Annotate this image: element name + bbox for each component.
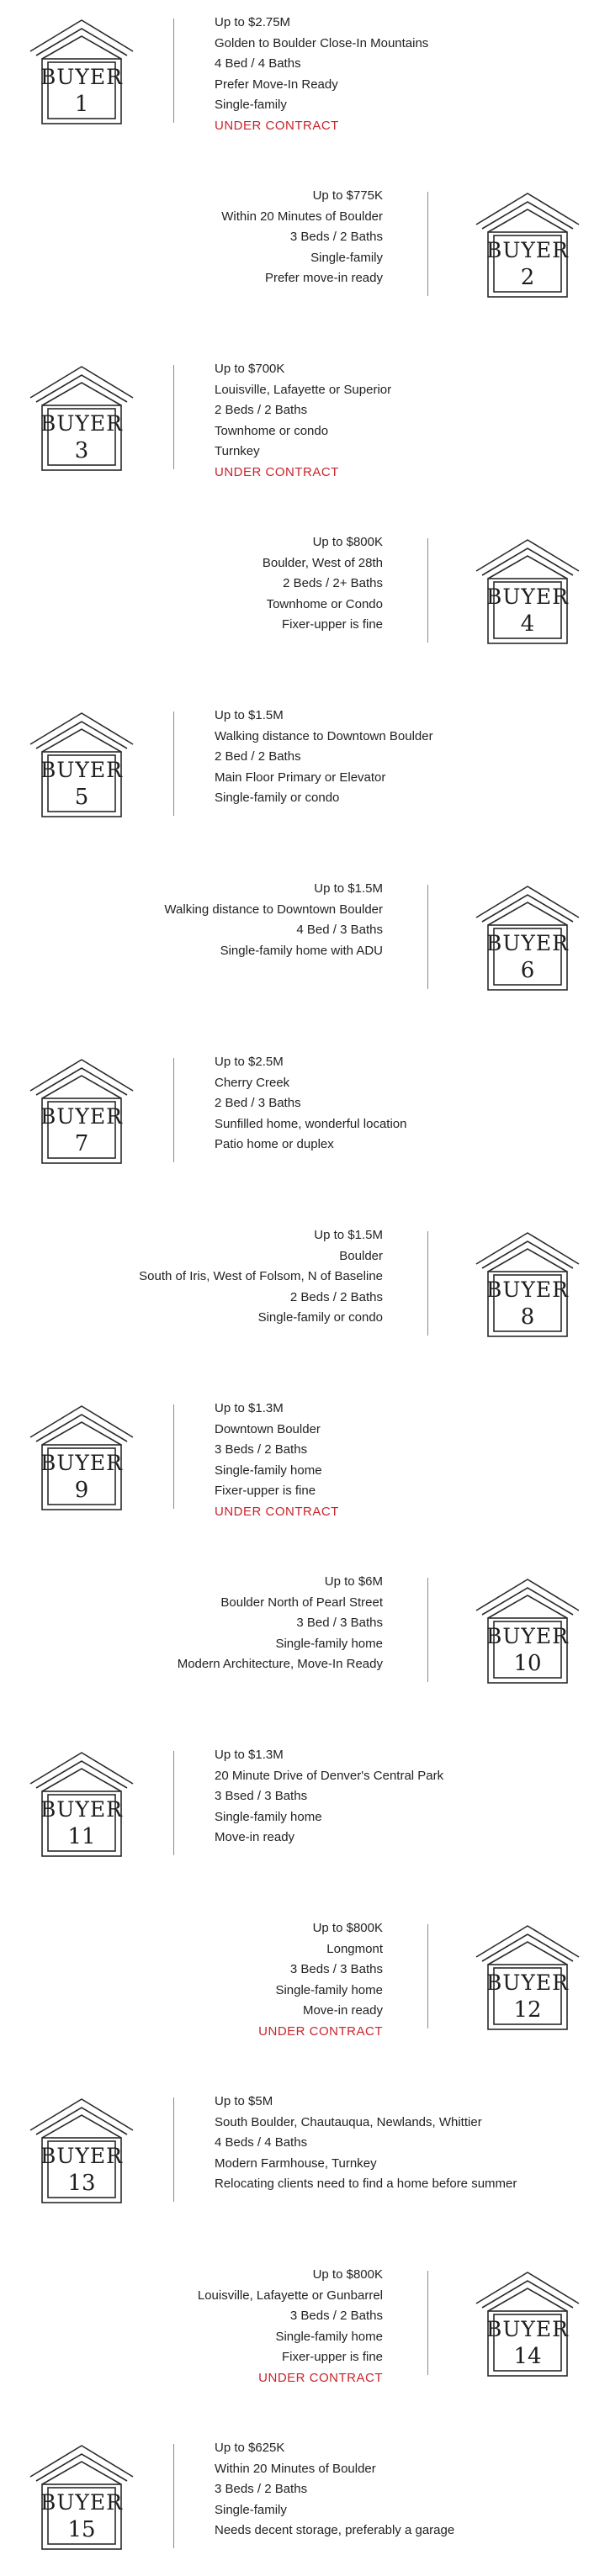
buyer-label: BUYER [485, 584, 570, 609]
divider [427, 885, 428, 989]
buyer-details [215, 359, 391, 484]
buyer-label: BUYER [40, 411, 124, 436]
buyer-label: BUYER [40, 2144, 124, 2168]
divider [427, 1231, 428, 1336]
divider [173, 19, 174, 123]
buyer-number: 5 [74, 785, 89, 810]
detail-line: Relocating clients need to find a home before summer [215, 2177, 517, 2192]
buyer-number: 12 [513, 1997, 542, 2023]
buyer-card [0, 181, 610, 324]
detail-line: Cherry Creek [215, 1075, 290, 1090]
divider [427, 1924, 428, 2029]
divider [427, 2271, 428, 2375]
buyer-number: 15 [67, 2517, 96, 2542]
buyer-number: 11 [67, 1824, 96, 1849]
status-badge: UNDER CONTRACT [258, 2370, 383, 2385]
detail-line: Single-family [310, 250, 383, 265]
detail-line: 3 Beds / 2 Baths [289, 230, 383, 245]
house-icon [473, 1230, 582, 1340]
detail-line: Sunfilled home, wonderful location [215, 1116, 407, 1131]
buyer-card [0, 2260, 610, 2403]
detail-line: 3 Beds / 3 Baths [289, 1962, 383, 1977]
detail-line: Longmont [326, 1941, 383, 1956]
house-icon [27, 18, 136, 127]
detail-line: Up to $1.5M [314, 1228, 383, 1242]
divider [173, 1751, 174, 1855]
status-badge: UNDER CONTRACT [215, 464, 339, 479]
detail-line: 4 Beds / 4 Baths [215, 2135, 308, 2150]
buyer-details [215, 2092, 517, 2195]
detail-line: South Boulder, Chautauqua, Newlands, Whittier [215, 2114, 482, 2129]
detail-line: 2 Bed / 2 Baths [215, 749, 301, 764]
buyer-label: BUYER [40, 1104, 124, 1129]
detail-line: Walking distance to Downtown Boulder [164, 902, 383, 917]
detail-line: Patio home or duplex [215, 1137, 334, 1152]
divider [173, 2097, 174, 2202]
buyer-details [221, 186, 383, 289]
buyer-number: 14 [513, 2344, 542, 2369]
detail-line: Single-family or condo [257, 1310, 383, 1325]
detail-line: Prefer Move-In Ready [215, 77, 338, 92]
buyer-label: BUYER [485, 931, 570, 955]
buyer-label: BUYER [40, 758, 124, 782]
house-icon [27, 1404, 136, 1513]
detail-line: Up to $6M [324, 1574, 383, 1589]
buyer-number: 2 [520, 265, 535, 290]
detail-line: 4 Bed / 4 Baths [215, 56, 301, 71]
detail-line: Golden to Boulder Close-In Mountains [215, 35, 429, 50]
buyer-label: BUYER [40, 1797, 124, 1822]
detail-line: Fixer-upper is fine [215, 1484, 316, 1499]
detail-line: Single-family home [215, 1463, 322, 1478]
detail-line: Main Floor Primary or Elevator [215, 770, 386, 785]
detail-line: 2 Beds / 2 Baths [215, 403, 308, 418]
buyer-number: 8 [520, 1304, 535, 1330]
buyer-details [215, 1399, 339, 1523]
buyer-card [0, 701, 610, 844]
divider [173, 365, 174, 469]
buyer-label: BUYER [40, 1451, 124, 1475]
detail-line: Up to $2.5M [215, 1055, 284, 1069]
detail-line: Move-in ready [215, 1830, 295, 1845]
detail-line: Boulder North of Pearl Street [220, 1595, 383, 1610]
buyer-number: 3 [74, 438, 89, 463]
detail-line: Single-family [215, 98, 287, 113]
buyer-details [178, 1572, 383, 1675]
detail-line: Up to $700K [215, 362, 285, 376]
buyer-card [0, 2087, 610, 2230]
buyer-label: BUYER [485, 2317, 570, 2341]
buyer-card [0, 354, 610, 497]
detail-line: Single-family home [275, 1982, 383, 1997]
detail-line: Boulder [339, 1248, 383, 1263]
house-icon [27, 1057, 136, 1166]
detail-line: 4 Bed / 3 Baths [296, 923, 383, 938]
buyer-card [0, 527, 610, 670]
detail-line: Louisville, Lafayette or Gunbarrel [197, 2288, 383, 2303]
detail-line: Downtown Boulder [215, 1421, 321, 1436]
house-icon [473, 537, 582, 647]
detail-line: Needs decent storage, preferably a garage [215, 2523, 455, 2538]
buyer-details [139, 1225, 383, 1329]
buyer-details [198, 2265, 383, 2389]
detail-line: Walking distance to Downtown Boulder [215, 728, 433, 743]
buyer-label: BUYER [485, 238, 570, 262]
buyer-details [263, 532, 383, 636]
buyer-number: 6 [520, 958, 535, 983]
buyer-card [0, 1913, 610, 2056]
detail-line: 3 Beds / 2 Baths [215, 2482, 308, 2497]
detail-line: Townhome or condo [215, 423, 329, 438]
house-icon [473, 1923, 582, 2033]
divider [427, 1578, 428, 1682]
detail-line: Fixer-upper is fine [281, 617, 383, 632]
divider [173, 711, 174, 816]
detail-line: Louisville, Lafayette or Superior [215, 382, 392, 397]
detail-line: Single-family home [215, 1809, 322, 1824]
buyer-details [215, 706, 433, 809]
buyer-card [0, 1567, 610, 1710]
detail-line: Townhome or Condo [266, 596, 383, 611]
detail-line: Boulder, West of 28th [262, 555, 383, 570]
detail-line: Move-in ready [302, 2003, 383, 2018]
detail-line: 2 Beds / 2+ Baths [283, 576, 383, 591]
buyer-card [0, 874, 610, 1017]
buyer-number: 7 [74, 1131, 89, 1156]
divider [173, 1058, 174, 1162]
buyer-label: BUYER [485, 1970, 570, 1995]
buyer-details [215, 1052, 406, 1156]
divider [173, 2444, 174, 2548]
detail-line: Modern Farmhouse, Turnkey [215, 2155, 377, 2171]
buyer-card [0, 1394, 610, 1537]
detail-line: South of Iris, West of Folsom, N of Baseline [139, 1269, 383, 1284]
buyer-label: BUYER [40, 65, 124, 89]
buyer-number: 4 [520, 611, 535, 637]
detail-line: Single-family or condo [215, 791, 340, 806]
buyer-details [215, 2438, 454, 2542]
detail-line: Single-family [215, 2502, 287, 2517]
buyer-number: 1 [74, 92, 89, 117]
buyer-label: BUYER [485, 1277, 570, 1302]
detail-line: Up to $5M [215, 2094, 273, 2108]
buyer-card [0, 8, 610, 151]
buyer-details [258, 1918, 383, 2043]
detail-line: Single-family home [275, 2329, 383, 2344]
detail-line: Up to $2.75M [215, 15, 291, 29]
detail-line: Single-family home with ADU [220, 943, 383, 958]
detail-line: Up to $1.3M [215, 1748, 284, 1762]
detail-line: Up to $800K [312, 2267, 383, 2282]
detail-line: Up to $1.3M [215, 1401, 284, 1415]
detail-line: Up to $800K [312, 1921, 383, 1935]
detail-line: Up to $800K [312, 535, 383, 549]
house-icon [27, 711, 136, 820]
divider [427, 538, 428, 643]
detail-line: 3 Bed / 3 Baths [296, 1616, 383, 1631]
buyer-label: BUYER [40, 2490, 124, 2515]
detail-line: 3 Bsed / 3 Baths [215, 1789, 308, 1804]
buyer-number: 10 [513, 1651, 542, 1676]
divider [173, 1404, 174, 1509]
house-icon [473, 884, 582, 993]
detail-line: Turnkey [215, 444, 260, 459]
house-icon [27, 364, 136, 473]
detail-line: Up to $775K [312, 188, 383, 203]
detail-line: 2 Bed / 3 Baths [215, 1096, 301, 1111]
detail-line: 3 Beds / 2 Baths [289, 2309, 383, 2324]
buyer-card [0, 1220, 610, 1363]
buyer-number: 13 [67, 2171, 96, 2196]
detail-line: Prefer move-in ready [264, 271, 383, 286]
buyer-label: BUYER [485, 1624, 570, 1648]
detail-line: Single-family home [275, 1636, 383, 1651]
house-icon [473, 1577, 582, 1686]
buyer-details [215, 13, 428, 137]
buyer-number: 9 [74, 1478, 89, 1503]
detail-line: Up to $625K [215, 2441, 285, 2455]
buyer-card [0, 1740, 610, 1883]
house-icon [473, 2270, 582, 2379]
detail-line: Up to $1.5M [215, 708, 284, 722]
buyer-details [164, 879, 383, 961]
detail-line: Within 20 Minutes of Boulder [221, 209, 383, 224]
divider [427, 192, 428, 296]
status-badge: UNDER CONTRACT [215, 118, 339, 133]
status-badge: UNDER CONTRACT [258, 2023, 383, 2039]
detail-line: Up to $1.5M [314, 881, 383, 896]
detail-line: Within 20 Minutes of Boulder [215, 2461, 376, 2476]
detail-line: Fixer-upper is fine [281, 2350, 383, 2365]
detail-line: 3 Beds / 2 Baths [215, 1442, 308, 1457]
buyer-details [215, 1745, 443, 1849]
detail-line: 20 Minute Drive of Denver's Central Park [215, 1768, 444, 1783]
detail-line: Modern Architecture, Move-In Ready [177, 1657, 383, 1672]
detail-line: 2 Beds / 2 Baths [289, 1289, 383, 1304]
house-icon [27, 1750, 136, 1859]
house-icon [27, 2443, 136, 2552]
house-icon [27, 2097, 136, 2206]
house-icon [473, 191, 582, 300]
buyer-card [0, 1047, 610, 1190]
buyer-card [0, 2433, 610, 2576]
status-badge: UNDER CONTRACT [215, 1504, 339, 1519]
